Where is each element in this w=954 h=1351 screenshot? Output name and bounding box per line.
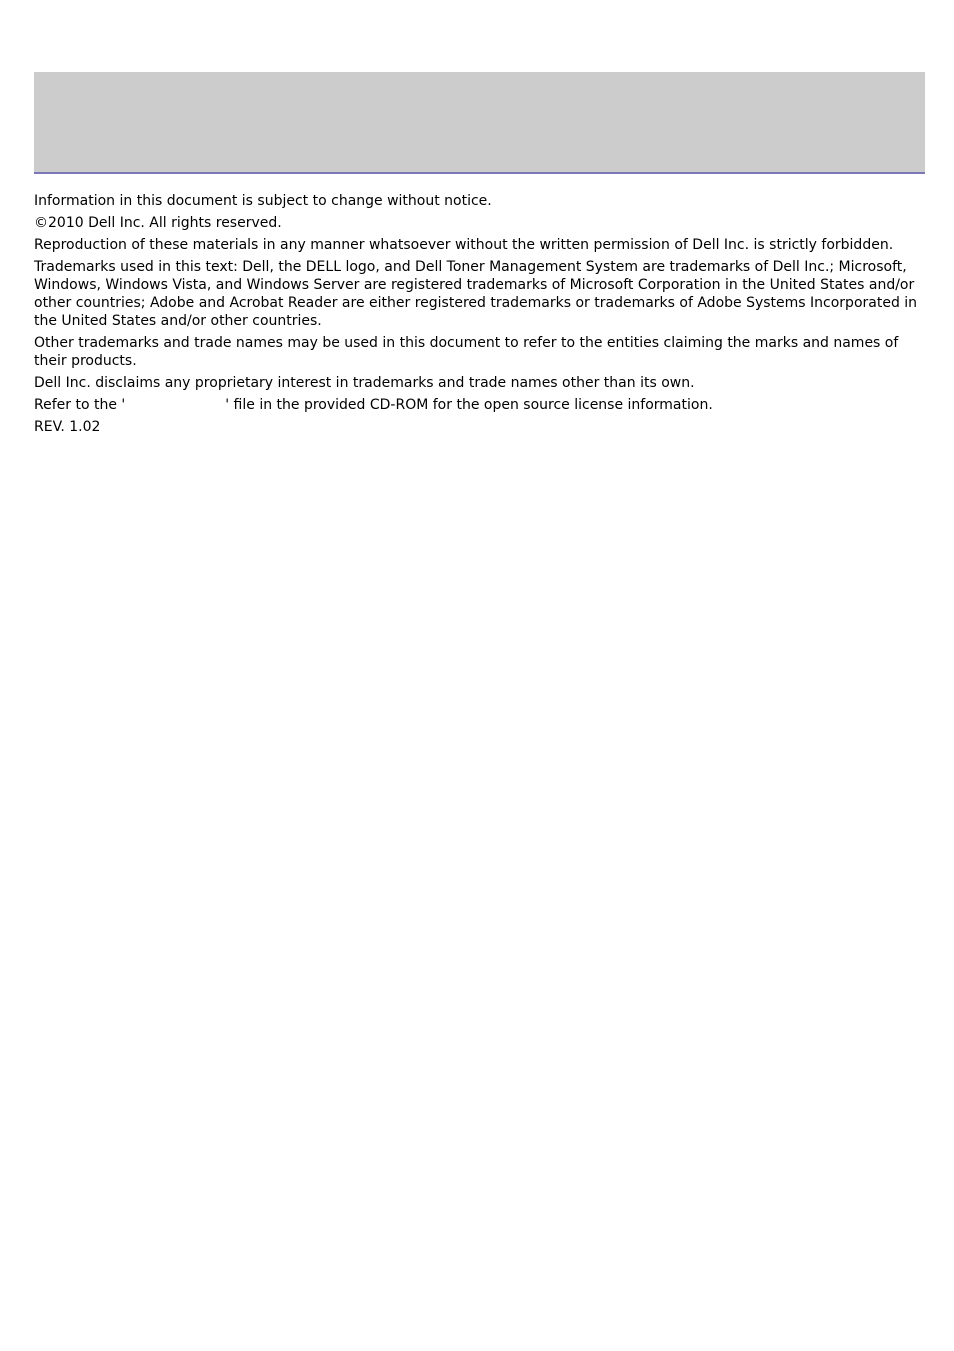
refer-suffix: ' file in the provided CD-ROM for the open source license information.: [225, 397, 713, 413]
disclaimer: Dell Inc. disclaims any proprietary interest in trademarks and trade names other than its own.: [34, 375, 695, 391]
open-source-reference: [34, 396, 925, 414]
legal-notice: [34, 192, 925, 440]
copyright: ©2010 Dell Inc. All rights reserved.: [34, 215, 282, 231]
other-trademarks-notice: Other trademarks and trade names may be used in this document to refer to the entities claiming the marks and names of their products.: [34, 335, 899, 369]
reproduction-notice: Reproduction of these materials in any manner whatsoever without the written permission of Dell Inc. is strictly forbidden.: [34, 237, 894, 253]
revision-label: REV. 1.02: [34, 419, 101, 435]
refer-prefix: Refer to the ': [34, 397, 126, 413]
header-band: [34, 72, 925, 174]
trademarks-notice: Trademarks used in this text: Dell, the DELL logo, and Dell Toner Management System are trademarks of Dell Inc.; Microsoft, Windows, Windows Vista, and Windows Server are registered trademarks of Microsoft Corporation in the United States and/or other countries; Adobe and Acrobat Reader are either registered trademarks or trademarks of Adobe Systems Incorporated in the United States and/or other countries.: [34, 259, 918, 329]
notice-change: Information in this document is subject to change without notice.: [34, 193, 492, 209]
